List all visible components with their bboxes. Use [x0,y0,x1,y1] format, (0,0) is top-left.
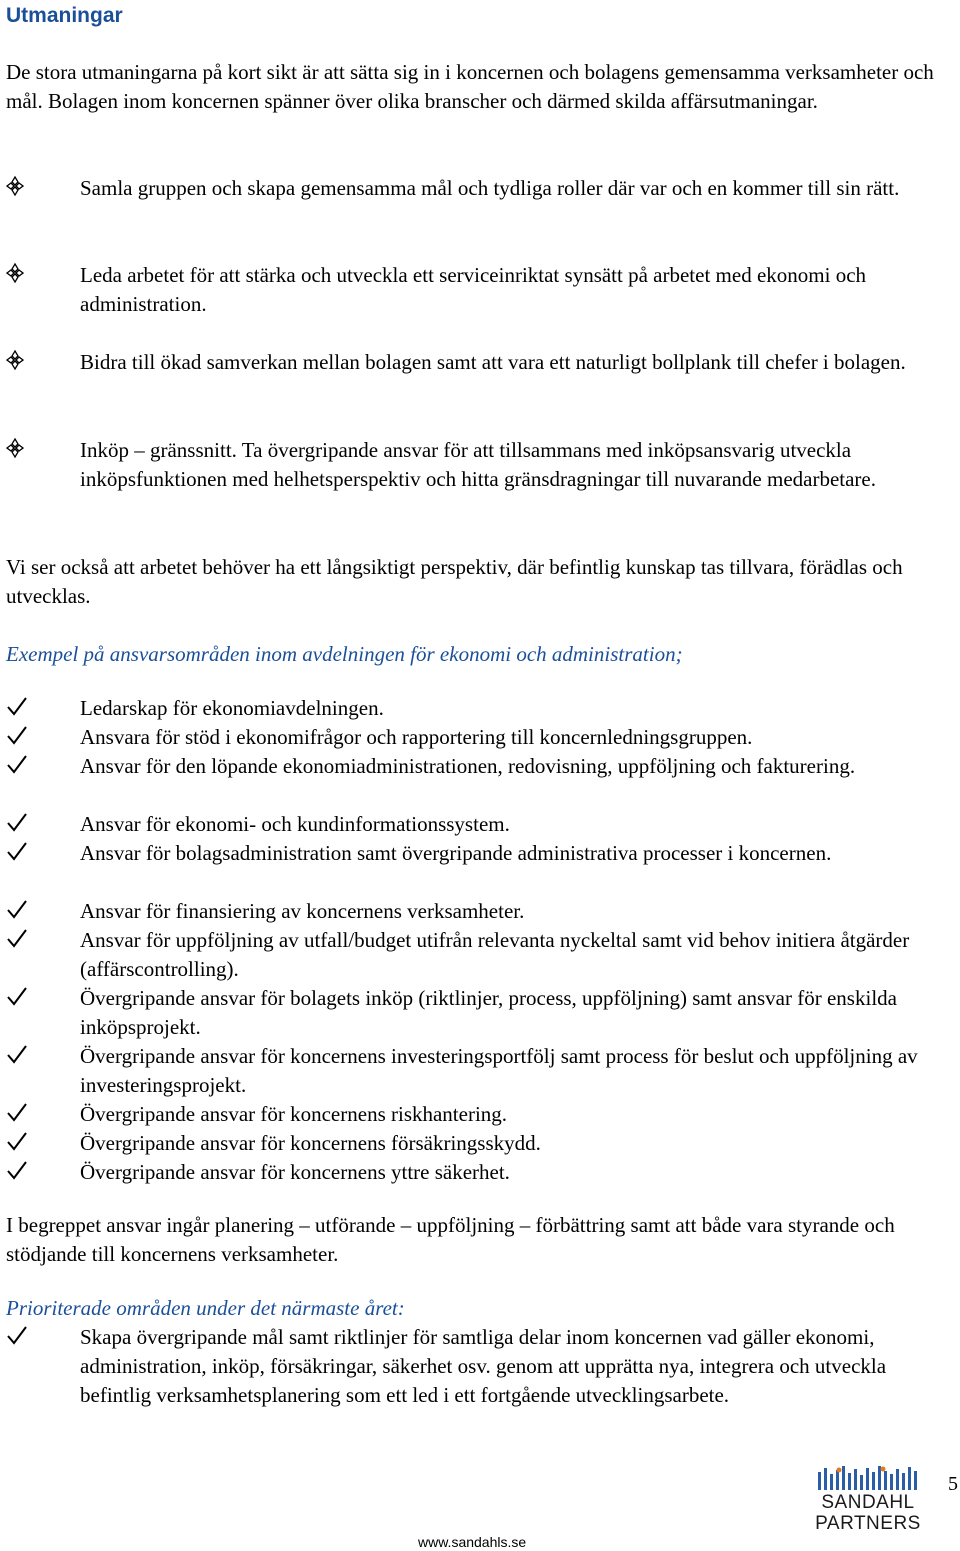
intro-paragraph: De stora utmaningarna på kort sikt är att sätta sig in i koncernen och bolagens gemensamma verksamheter och mål. Bolagen inom koncernen spänner över olika branscher och därmed skilda affärsutmaningar. [6,60,934,113]
examples-heading: Exempel på ansvarsområden inom avdelningen för ekonomi och administration; [6,642,683,666]
list-item [6,1158,956,1187]
list-item [6,926,956,984]
checkmark-icon [6,723,76,747]
checkmark-icon [6,1158,76,1182]
long-term-paragraph: Vi ser också att arbetet behöver ha ett långsiktigt perspektiv, där befintlig kunskap tas tillvara, förädlas och utvecklas. [6,555,903,608]
list-item [6,1129,956,1158]
list-item-text: Inköp – gränssnitt. Ta övergripande ansvar för att tillsammans med inköpsansvarig utveckla inköpsfunktionen med helhetsperspektiv och hitta gränsdragningar till nuvarande medarbetare. [80,438,877,491]
logo-bars-icon [816,1466,920,1490]
list-item [6,723,956,752]
list-item-text: Skapa övergripande mål samt riktlinjer för samtliga delar inom koncernen vad gäller ekonomi, administration, inköp, försäkringar, säkerhet osv. genom att upprätta nya, integrera och utveckla befintlig verksamhetsplanering som ett led i ett fortgående utvecklingsarbete. [80,1325,887,1407]
list-item [6,1323,956,1410]
list-item-text: Övergripande ansvar för koncernens yttre säkerhet. [80,1160,510,1184]
list-item [6,1042,956,1100]
checkmark-icon [6,984,76,1008]
list-item-text: Ledarskap för ekonomiavdelningen. [80,696,384,720]
list-item [6,174,956,203]
logo-text-sandahl: SANDAHL [821,1492,915,1513]
list-item-text: Övergripande ansvar för koncernens riskhantering. [80,1102,508,1126]
list-item-text: Ansvar för finansiering av koncernens verksamheter. [80,899,525,923]
checkmark-icon [6,897,76,921]
diamond-bullet-icon [6,174,76,198]
diamond-bullet-icon [6,436,76,460]
checkmark-icon [6,1323,76,1347]
checkmark-icon [6,694,76,718]
checkmark-icon [6,810,76,834]
diamond-bullet-icon [6,261,76,285]
list-item [6,1100,956,1129]
list-item-text: Ansvar för bolagsadministration samt övergripande administrativa processer i koncernen. [80,841,832,865]
list-item-text: Övergripande ansvar för koncernens försäkringsskydd. [80,1131,541,1155]
list-item-text: Övergripande ansvar för bolagets inköp (riktlinjer, process, uppföljning) samt ansvar för enskilda inköpsprojekt. [80,986,897,1039]
checkmark-icon [6,752,76,776]
list-item-text: Ansvar för den löpande ekonomiadministrationen, redovisning, uppföljning och fakturering. [80,754,856,778]
priority-heading: Prioriterade områden under det närmaste året: [6,1296,405,1320]
list-item [6,810,956,839]
list-item-text: Övergripande ansvar för koncernens investeringsportfölj samt process för beslut och uppföljning av investeringsprojekt. [80,1044,918,1097]
list-item-text: Ansvar för uppföljning av utfall/budget utifrån relevanta nyckeltal samt vid behov initiera åtgärder (affärscontrolling). [80,928,910,981]
checkmark-icon [6,839,76,863]
sandahl-partners-logo [812,1466,924,1536]
list-item-text: Bidra till ökad samverkan mellan bolagen samt att vara ett naturligt bollplank till chefer i bolagen. [80,350,906,374]
list-item [6,984,956,1042]
footer-url[interactable]: www.sandahls.se [418,1534,527,1550]
logo-text-partners: PARTNERS [815,1513,921,1534]
list-item-text: Samla gruppen och skapa gemensamma mål och tydliga roller där var och en kommer till sin rätt. [80,176,900,200]
list-item [6,839,956,868]
list-item [6,694,956,723]
diamond-bullet-icon [6,348,76,372]
list-item [6,897,956,926]
list-item-text: Ansvar för ekonomi- och kundinformationssystem. [80,812,510,836]
checkmark-icon [6,1100,76,1124]
checkmark-icon [6,1129,76,1153]
page-title: Utmaningar [6,4,123,27]
list-item [6,436,956,494]
checkmark-icon [6,926,76,950]
checkmark-icon [6,1042,76,1066]
list-item [6,348,956,377]
list-item [6,261,956,319]
responsibility-paragraph: I begreppet ansvar ingår planering – utförande – uppföljning – förbättring samt att både vara styrande och stödjande till koncernens verksamheter. [6,1213,895,1266]
page-number: 5 [948,1473,958,1495]
list-item [6,752,956,781]
list-item-text: Leda arbetet för att stärka och utveckla ett serviceinriktat synsätt på arbetet med ekonomi och administration. [80,263,867,316]
list-item-text: Ansvara för stöd i ekonomifrågor och rapportering till koncernledningsgruppen. [80,725,753,749]
